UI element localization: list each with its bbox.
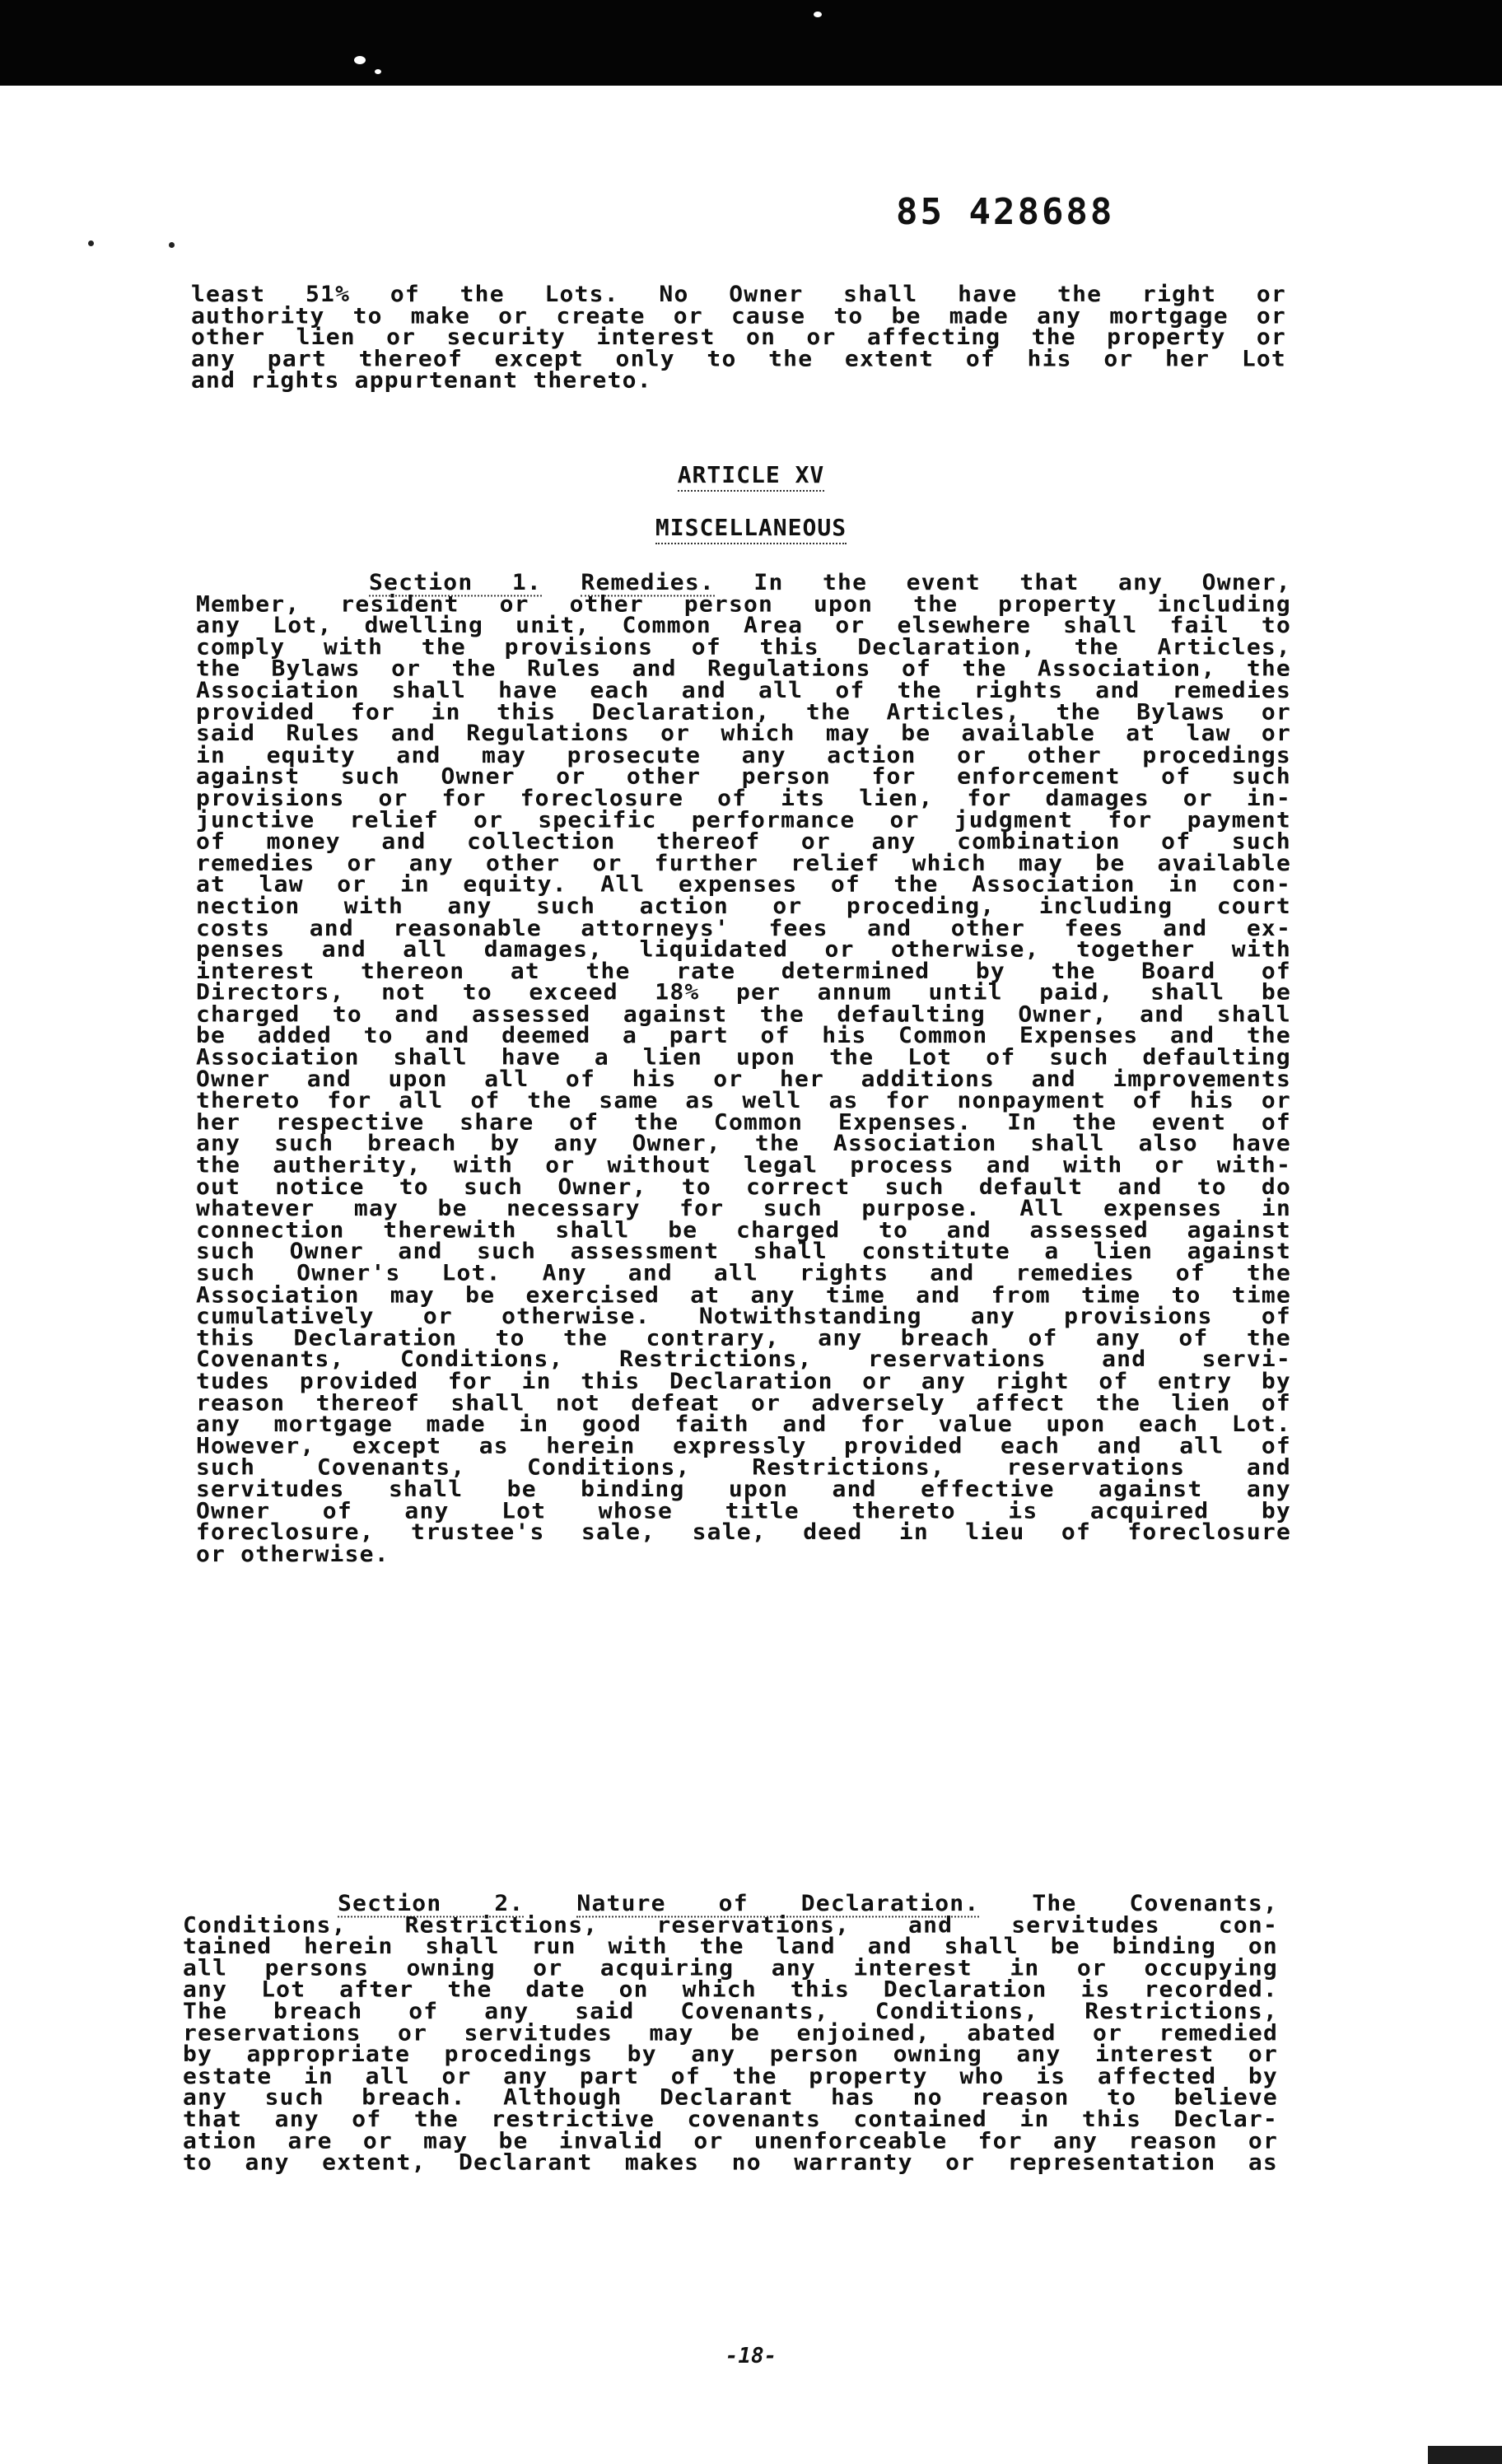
text-line: against such Owner or other person for enforcement of such xyxy=(196,763,1291,790)
text-line: to any extent, Declarant makes no warranty or representation as xyxy=(183,2149,1278,2176)
scan-speck xyxy=(169,242,175,248)
text-line: provisions or for foreclosure of its lien, for damages or in- xyxy=(196,785,1291,811)
text-line: her respective share of the Common Expenses. In the event of xyxy=(196,1108,1291,1135)
intro-paragraph xyxy=(191,281,1286,394)
section-title: Remedies. xyxy=(581,569,715,595)
text-line: charged to and assessed against the defaulting Owner, and shall xyxy=(196,1001,1291,1027)
scan-speck xyxy=(88,240,94,246)
text-line: that any of the restrictive covenants contained in this Declar- xyxy=(183,2106,1278,2132)
section-label: Section 2. xyxy=(338,1890,525,1916)
text-line: The breach of any said Covenants, Conditions, Restrictions, xyxy=(183,1998,1278,2024)
section-heading-line xyxy=(196,569,1291,595)
article-subtitle xyxy=(0,514,1502,541)
text-line: Owner and upon all of his or her additions and improvements xyxy=(196,1066,1291,1092)
text-line: interest thereon at the rate determined by the Board of xyxy=(196,958,1291,984)
text-line: such Owner and such assessment shall constitute a lien against xyxy=(196,1238,1291,1265)
text-line: at law or in equity. All expenses of the Association in con- xyxy=(196,871,1291,898)
text-line: costs and reasonable attorneys' fees and other fees and ex- xyxy=(196,914,1291,940)
article-subtitle-text: MISCELLANEOUS xyxy=(655,514,847,544)
text-line: provided for in this Declaration, the Articles, the Bylaws or xyxy=(196,698,1291,725)
text-line: Directors, not to exceed 18% per annum until paid, shall be xyxy=(196,979,1291,1006)
text-line: all persons owning or acquiring any interest in or occupying xyxy=(183,1954,1278,1981)
text-line: by appropriate procedings by any person owning any interest or xyxy=(183,2041,1278,2067)
text-line: of money and collection thereof or any combination of such xyxy=(196,828,1291,855)
section-text: The Covenants, xyxy=(1032,1890,1279,1916)
text-line: and rights appurtenant thereto. xyxy=(191,367,652,394)
text-line: thereto for all of the same as well as for nonpayment of his or xyxy=(196,1087,1291,1113)
text-line: authority to make or create or cause to be made any mortgage or xyxy=(191,302,1286,329)
text-line: Association shall have a lien upon the Lot of such defaulting xyxy=(196,1043,1291,1071)
section-label: Section 1. xyxy=(369,569,542,595)
article-title xyxy=(0,461,1502,488)
page-number: -18- xyxy=(725,2344,777,2368)
text-line: be added to and deemed a part of his Common Expenses and the xyxy=(196,1022,1291,1048)
text-line: any Lot, dwelling unit, Common Area or elsewhere shall fail to xyxy=(196,612,1291,638)
text-line: in equity and may prosecute any action or other procedings xyxy=(196,741,1291,768)
text-line: Association may be exercised at any time and from time to time xyxy=(196,1281,1291,1308)
text-line: cumulatively or otherwise. Notwithstanding any provisions of xyxy=(196,1303,1291,1329)
text-line: Association shall have each and all of the rights and remedies xyxy=(196,677,1291,703)
text-line: connection therewith shall be charged to and assessed against xyxy=(196,1216,1291,1243)
text-line: tained herein shall run with the land and shall be binding on xyxy=(183,1933,1278,1959)
text-line: Owner of any Lot whose title thereto is acquired by xyxy=(196,1497,1291,1524)
text-line: the autherity, with or without legal process and with or with- xyxy=(196,1151,1291,1178)
text-line: However, except as herein expressly provided each and all of xyxy=(196,1432,1291,1459)
text-line: estate in all or any part of the property who is affected by xyxy=(183,2062,1278,2089)
text-line: comply with the provisions of this Declaration, the Articles, xyxy=(196,633,1291,660)
text-line: this Declaration to the contrary, any breach of any of the xyxy=(196,1324,1291,1351)
text-line: servitudes shall be binding upon and effective against any xyxy=(196,1476,1291,1502)
text-line: any mortgage made in good faith and for value upon each Lot. xyxy=(196,1411,1291,1437)
text-line: penses and all damages, liquidated or otherwise, together with xyxy=(196,936,1291,963)
text-line: reason thereof shall not defeat or adversely affect the lien of xyxy=(196,1389,1291,1416)
text-line: any such breach by any Owner, the Association shall also have xyxy=(196,1130,1291,1157)
text-line: junctive relief or specific performance or judgment for payment xyxy=(196,806,1291,833)
text-line: other lien or security interest on or affecting the property or xyxy=(191,324,1286,350)
text-line: any Lot after the date on which this Declaration is recorded. xyxy=(183,1976,1278,2003)
text-line: the Bylaws or the Rules and Regulations of the Association, the xyxy=(196,656,1291,682)
text-line: Conditions, Restrictions, reservations, and servitudes con- xyxy=(183,1911,1278,1938)
text-line: any part thereof except only to the extent of his or her Lot xyxy=(191,345,1286,372)
text-line: foreclosure, trustee's sale, sale, deed in lieu of foreclosure xyxy=(196,1519,1291,1545)
text-line: such Owner's Lot. Any and all rights and remedies of the xyxy=(196,1260,1291,1286)
text-line: least 51% of the Lots. No Owner shall have the right or xyxy=(191,281,1286,307)
document-number: 85 428688 xyxy=(896,191,1115,233)
scan-edge-bottom xyxy=(1428,2446,1502,2464)
section-title: Nature of Declaration. xyxy=(576,1890,980,1916)
section-1 xyxy=(196,569,1291,1567)
section-heading-line xyxy=(183,1892,1278,1914)
text-line: or otherwise. xyxy=(196,1540,389,1567)
article-title-text: ARTICLE XV xyxy=(678,461,825,492)
scan-edge-top xyxy=(0,0,1502,86)
text-line: whatever may be necessary for such purpose. All expenses in xyxy=(196,1195,1291,1221)
section-2 xyxy=(183,1890,1279,2176)
text-line: any such breach. Although Declarant has no reason to believe xyxy=(183,2084,1278,2111)
text-line: Member, resident or other person upon the property including xyxy=(196,590,1291,617)
text-line: nection with any such action or proceding, including court xyxy=(196,893,1291,919)
text-line: tudes provided for in this Declaration or any right of entry by xyxy=(196,1368,1291,1394)
text-line: said Rules and Regulations or which may be available at law or xyxy=(196,720,1291,746)
section-text: In the event that any Owner, xyxy=(753,569,1291,595)
text-line: such Covenants, Conditions, Restrictions, reservations and xyxy=(196,1454,1291,1481)
text-line: ation are or may be invalid or unenforceable for any reason or xyxy=(183,2127,1278,2154)
text-line: out notice to such Owner, to correct such default and to do xyxy=(196,1174,1291,1200)
text-line: reservations or servitudes may be enjoined, abated or remedied xyxy=(183,2019,1278,2046)
text-line: remedies or any other or further relief which may be available xyxy=(196,849,1291,876)
text-line: Covenants, Conditions, Restrictions, reservations and servi- xyxy=(196,1346,1291,1373)
